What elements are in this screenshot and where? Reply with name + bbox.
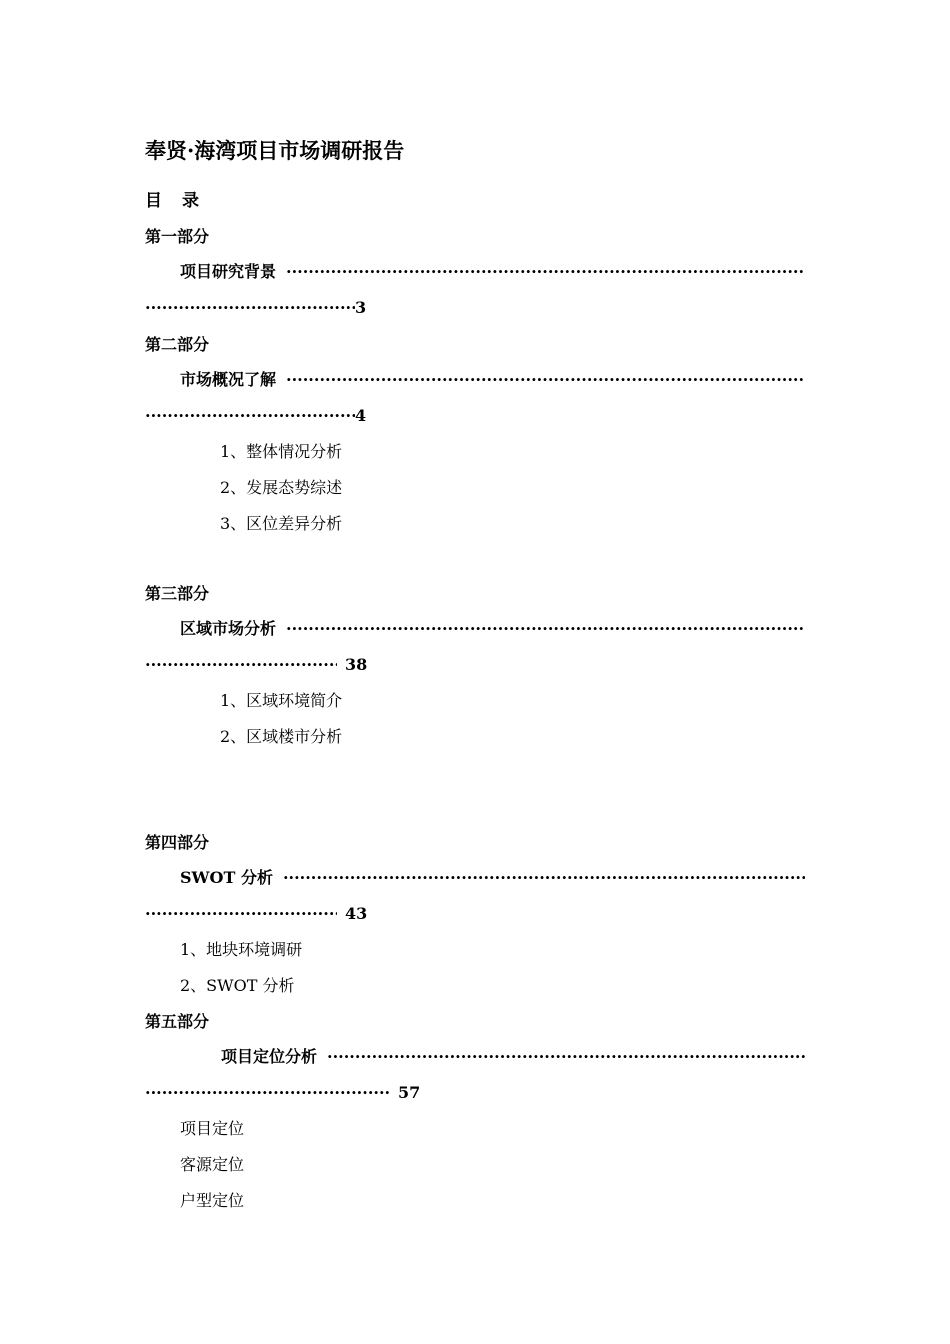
- leader-dots: [327, 1046, 805, 1068]
- toc-entry-page: 38: [345, 655, 368, 674]
- toc-entry-label: 市场概况了解: [180, 370, 277, 389]
- toc-entry[interactable]: [221, 1046, 805, 1068]
- toc-entry[interactable]: [180, 261, 805, 283]
- toc-entry-page: 43: [345, 904, 368, 923]
- leader-dots: [145, 297, 355, 319]
- leader-dots: [283, 867, 805, 889]
- toc-entry-label: 项目定位分析: [221, 1047, 318, 1066]
- toc-entry-label: SWOT 分析: [180, 868, 273, 887]
- part-heading: 第三部分: [145, 584, 210, 603]
- toc-sub-item[interactable]: 2、发展态势综述: [220, 478, 343, 497]
- toc-sub-item[interactable]: 1、整体情况分析: [220, 442, 343, 461]
- part-heading: 第五部分: [145, 1012, 210, 1031]
- toc-sub-item[interactable]: 项目定位: [180, 1119, 245, 1138]
- toc-entry[interactable]: [180, 369, 805, 391]
- leader-dots: [145, 654, 337, 676]
- toc-entry-page: 57: [398, 1083, 421, 1102]
- toc-entry[interactable]: [180, 867, 805, 889]
- part-heading: 第四部分: [145, 833, 210, 852]
- toc-sub-item[interactable]: 2、SWOT 分析: [180, 976, 295, 995]
- leader-dots: [286, 618, 805, 640]
- toc-sub-item[interactable]: 户型定位: [180, 1191, 245, 1210]
- toc-heading-left: 目: [145, 191, 162, 211]
- toc-heading: [145, 190, 199, 212]
- toc-sub-item[interactable]: 客源定位: [180, 1155, 245, 1174]
- part-heading: 第二部分: [145, 335, 210, 354]
- leader-dots: [145, 903, 337, 925]
- toc-heading-right: 录: [182, 191, 199, 211]
- toc-sub-item[interactable]: 2、区域楼市分析: [220, 727, 343, 746]
- toc-entry-page-line: [145, 903, 367, 925]
- toc-entry[interactable]: [180, 618, 805, 640]
- toc-entry-page-line: [145, 654, 367, 676]
- toc-entry-page: 4: [355, 406, 367, 425]
- part-heading: 第一部分: [145, 227, 210, 246]
- leader-dots: [145, 405, 355, 427]
- toc-entry-label: 项目研究背景: [180, 262, 277, 281]
- toc-entry-page-line: [145, 405, 366, 427]
- toc-sub-item[interactable]: 1、区域环境简介: [220, 691, 343, 710]
- leader-dots: [286, 261, 805, 283]
- toc-sub-item[interactable]: 3、区位差异分析: [220, 514, 343, 533]
- toc-entry-page: 3: [355, 298, 367, 317]
- document-title: 奉贤·海湾项目市场调研报告: [145, 138, 405, 163]
- toc-entry-page-line: [145, 1082, 420, 1104]
- toc-entry-label: 区域市场分析: [180, 619, 277, 638]
- leader-dots: [145, 1082, 390, 1104]
- toc-sub-item[interactable]: 1、地块环境调研: [180, 940, 303, 959]
- leader-dots: [286, 369, 805, 391]
- toc-entry-page-line: [145, 297, 366, 319]
